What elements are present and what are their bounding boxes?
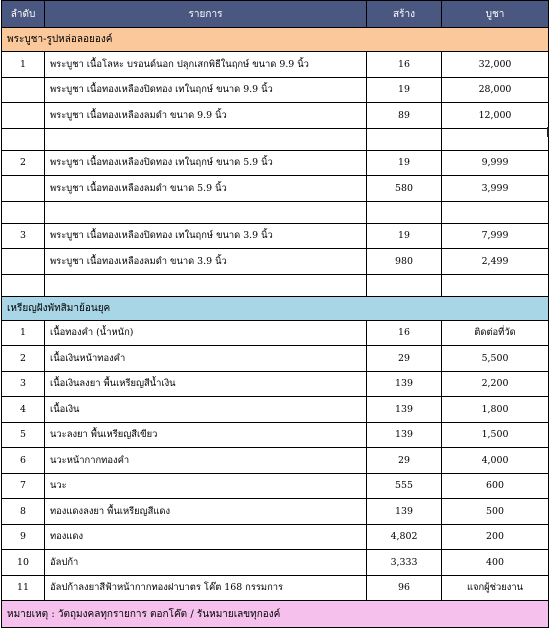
header-no: ลำดับ xyxy=(2,1,45,28)
row-built-count: 29 xyxy=(367,346,442,372)
footer-note: หมายเหตุ : วัตถุมงคลทุกรายการ ตอกโค๊ต / รันหมายเลขทุกองค์ xyxy=(2,601,549,628)
table-row xyxy=(2,448,549,474)
row-number: 3 xyxy=(2,371,45,397)
table-row xyxy=(2,176,549,202)
row-item: พระบูชา เนื้อทองเหลืองลมดำ ขนาด 9.9 นิ้ว xyxy=(45,103,367,129)
row-number: 6 xyxy=(2,448,45,474)
section-title: เหรียญฝังพัทสิมาย้อนยุค xyxy=(2,296,549,320)
row-item: พระบูชา เนื้อทองเหลืองลมดำ ขนาด 5.9 นิ้ว xyxy=(45,176,367,202)
table-row xyxy=(2,249,549,275)
row-number: 9 xyxy=(2,524,45,550)
table-row xyxy=(2,103,549,129)
row-number: 1 xyxy=(2,320,45,346)
scroll-marker xyxy=(547,127,549,137)
row-built-count: 16 xyxy=(367,52,442,78)
table-row xyxy=(2,550,549,576)
row-number xyxy=(2,201,45,223)
row-number: 3 xyxy=(2,223,45,249)
row-item: พระบูชา เนื้อทองเหลืองลมดำ ขนาด 3.9 นิ้ว xyxy=(45,249,367,275)
row-item: นวะ xyxy=(45,473,367,499)
row-price xyxy=(442,274,549,296)
section-header-coins xyxy=(2,296,549,320)
row-built-count: 139 xyxy=(367,397,442,423)
row-item: เนื้อเงินลงยา พื้นเหรียญสีน้ำเงิน xyxy=(45,371,367,397)
row-item: เนื้อเงินหน้าทองคำ xyxy=(45,346,367,372)
blank-row xyxy=(2,274,549,296)
row-built-count xyxy=(367,128,442,150)
row-built-count: 19 xyxy=(367,223,442,249)
blank-row xyxy=(2,201,549,223)
row-number xyxy=(2,176,45,202)
row-item: พระบูชา เนื้อโลหะ บรอนด์นอก ปลุกเสกพิธีในฤกษ์ ขนาด 9.9 นิ้ว xyxy=(45,52,367,78)
header-built: สร้าง xyxy=(367,1,442,28)
row-price: 2,499 xyxy=(442,249,549,275)
row-built-count: 19 xyxy=(367,77,442,103)
row-built-count: 980 xyxy=(367,249,442,275)
row-built-count: 139 xyxy=(367,422,442,448)
table-row xyxy=(2,150,549,176)
table-row xyxy=(2,320,549,346)
row-price: 3,999 xyxy=(442,176,549,202)
row-built-count xyxy=(367,201,442,223)
row-built-count xyxy=(367,274,442,296)
amulet-price-table xyxy=(1,0,549,628)
row-built-count: 29 xyxy=(367,448,442,474)
row-item xyxy=(45,274,367,296)
row-number xyxy=(2,77,45,103)
row-price: 32,000 xyxy=(442,52,549,78)
row-built-count: 4,802 xyxy=(367,524,442,550)
row-price: 1,800 xyxy=(442,397,549,423)
row-item: พระบูชา เนื้อทองเหลืองปิดทอง เทในฤกษ์ ขนาด 9.9 นิ้ว xyxy=(45,77,367,103)
row-built-count: 96 xyxy=(367,575,442,601)
row-price xyxy=(442,201,549,223)
row-number xyxy=(2,274,45,296)
row-price: 9,999 xyxy=(442,150,549,176)
row-item: เนื้อทองคำ (น้ำหนัก) xyxy=(45,320,367,346)
row-number xyxy=(2,128,45,150)
row-item: นวะหน้ากากทองคำ xyxy=(45,448,367,474)
row-built-count: 139 xyxy=(367,499,442,525)
row-item xyxy=(45,128,367,150)
table-row xyxy=(2,371,549,397)
table-header-row xyxy=(2,1,549,28)
row-number: 4 xyxy=(2,397,45,423)
row-number xyxy=(2,103,45,129)
row-item: อัลปก้า xyxy=(45,550,367,576)
section-title: พระบูชา-รูปหล่อลอยองค์ xyxy=(2,28,549,52)
table-row xyxy=(2,346,549,372)
row-price: 4,000 xyxy=(442,448,549,474)
row-item: นวะลงยา พื้นเหรียญสีเขียว xyxy=(45,422,367,448)
row-price: 500 xyxy=(442,499,549,525)
row-item: อัลปก้าลงยาสีฟ้าหน้ากากทองฝาบาตร โค๊ต 168 กรรมการ xyxy=(45,575,367,601)
table-row xyxy=(2,473,549,499)
row-item: เนื้อเงิน xyxy=(45,397,367,423)
row-number: 10 xyxy=(2,550,45,576)
row-built-count: 555 xyxy=(367,473,442,499)
row-number: 1 xyxy=(2,52,45,78)
row-number: 2 xyxy=(2,346,45,372)
row-price: 600 xyxy=(442,473,549,499)
row-price: 2,200 xyxy=(442,371,549,397)
row-price: 5,500 xyxy=(442,346,549,372)
table-row xyxy=(2,575,549,601)
table-row xyxy=(2,499,549,525)
row-number: 7 xyxy=(2,473,45,499)
footer-note-row xyxy=(2,601,549,628)
table-row xyxy=(2,77,549,103)
table-row xyxy=(2,422,549,448)
row-built-count: 3,333 xyxy=(367,550,442,576)
row-number xyxy=(2,249,45,275)
blank-row xyxy=(2,128,549,150)
row-built-count: 89 xyxy=(367,103,442,129)
row-item: พระบูชา เนื้อทองเหลืองปิดทอง เทในฤกษ์ ขนาด 3.9 นิ้ว xyxy=(45,223,367,249)
table-row xyxy=(2,397,549,423)
table-row xyxy=(2,524,549,550)
row-price: 200 xyxy=(442,524,549,550)
table-row xyxy=(2,223,549,249)
row-built-count: 580 xyxy=(367,176,442,202)
row-number: 5 xyxy=(2,422,45,448)
table-body xyxy=(2,28,549,628)
header-item: รายการ xyxy=(45,1,367,28)
header-price: บูชา xyxy=(442,1,549,28)
row-built-count: 16 xyxy=(367,320,442,346)
row-number: 2 xyxy=(2,150,45,176)
row-number: 11 xyxy=(2,575,45,601)
row-built-count: 19 xyxy=(367,150,442,176)
row-price: แจกผู้ช่วยงาน xyxy=(442,575,549,601)
row-item: ทองแดง xyxy=(45,524,367,550)
row-built-count: 139 xyxy=(367,371,442,397)
row-price: 1,500 xyxy=(442,422,549,448)
row-price: 7,999 xyxy=(442,223,549,249)
table-row xyxy=(2,52,549,78)
row-item: พระบูชา เนื้อทองเหลืองปิดทอง เทในฤกษ์ ขนาด 5.9 นิ้ว xyxy=(45,150,367,176)
row-item xyxy=(45,201,367,223)
row-price: 400 xyxy=(442,550,549,576)
row-price xyxy=(442,128,549,150)
row-item: ทองแดงลงยา พื้นเหรียญสีแดง xyxy=(45,499,367,525)
row-price: ติดต่อที่วัด xyxy=(442,320,549,346)
row-price: 28,000 xyxy=(442,77,549,103)
row-number: 8 xyxy=(2,499,45,525)
row-price: 12,000 xyxy=(442,103,549,129)
section-header-statues xyxy=(2,28,549,52)
